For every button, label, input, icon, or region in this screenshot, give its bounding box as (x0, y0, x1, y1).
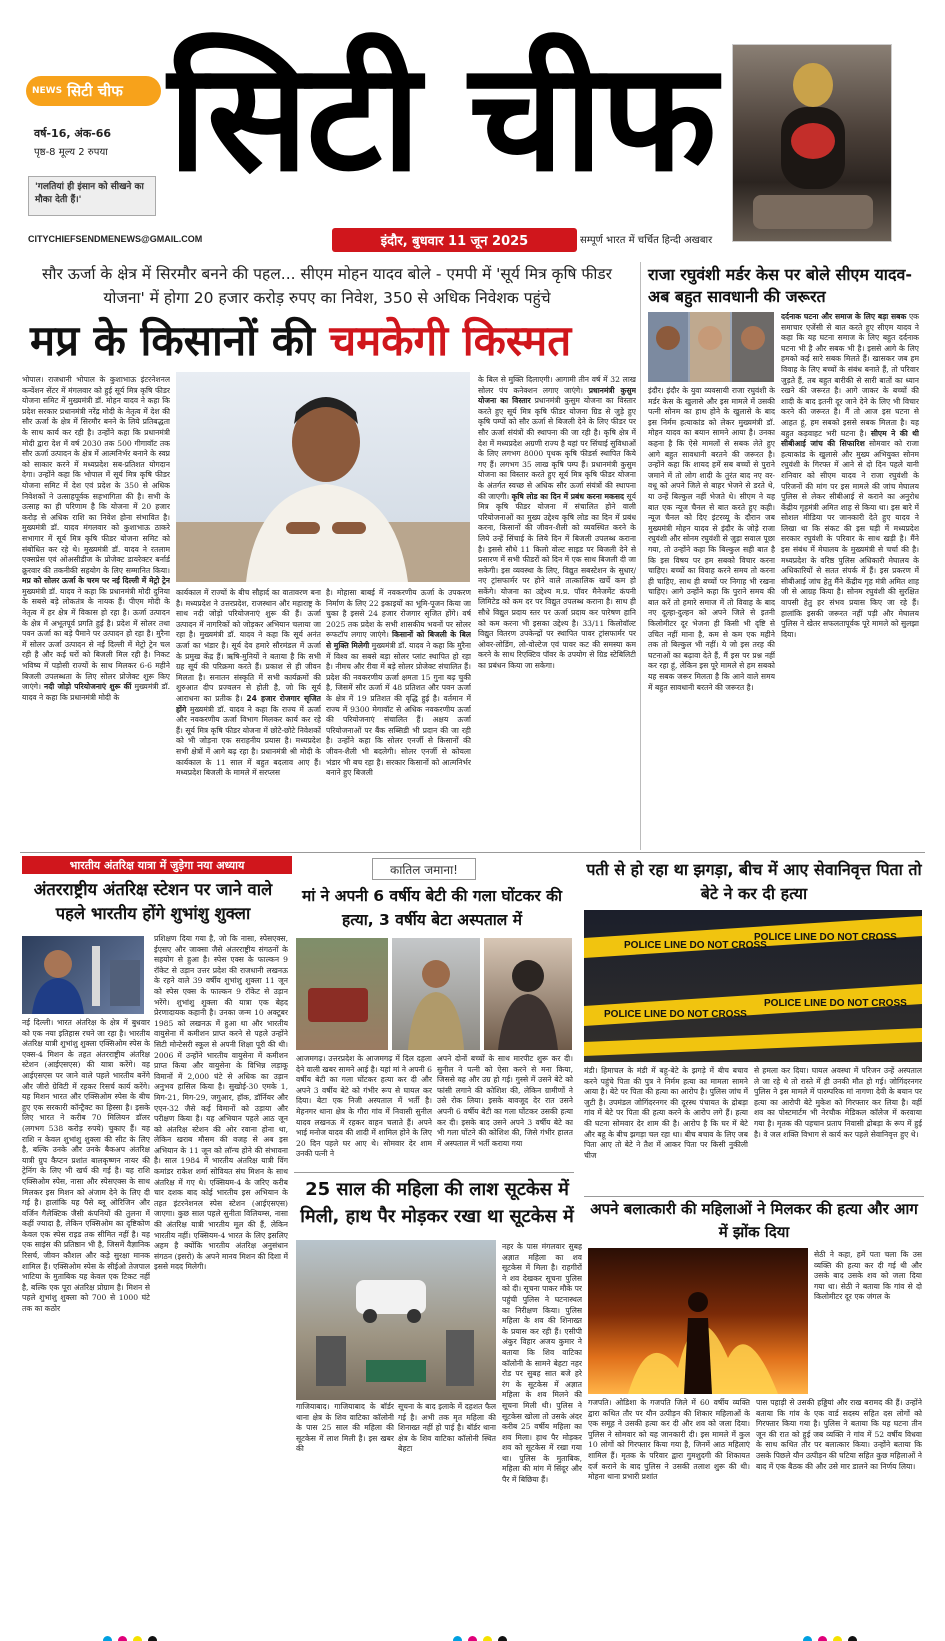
center-photo-2 (392, 938, 480, 1050)
tagline: सम्पूर्ण भारत में चर्चित हिन्दी अखबार (580, 235, 713, 246)
lead-headline-red: चमकेगी किस्मत (329, 316, 572, 365)
dispute-column-1 (584, 1066, 748, 1192)
issue-date: इंदौर, बुधवार 11 जून 2025 (380, 234, 529, 249)
fire-photo (588, 1248, 808, 1394)
newspaper-title: सिटी चीफ (168, 31, 715, 205)
center-headline: मां ने अपनी 6 वर्षीय बेटी की गला घोंटकर की हत्या, 3 वर्षीय बेटा अस्पताल में (301, 887, 563, 929)
lead-col1-subhead2: नदी जोड़ो परियोजनाएं शुरू कीं (43, 682, 132, 692)
date-bar (332, 228, 577, 252)
lead-col2-subhead: 24 हजार रोजगार सृजित होंगे (176, 693, 321, 714)
lead-col2b-text: मुख्यमंत्री डॉ. यादव ने कहा कि राज्य में ऊर्जा और नवकरणीय ऊर्जा विभाग मिलकर कार्य कर रहे हैं। सूर्य मित्र कृषि फीडर योजना में छोटे-छोटे निवेशकों को भी जोड़ना एक सराहनीय प्रयास है। मध्यप्रदेश सभी क्षेत्रों में आगे बढ़ रहा है। प्रधानमंत्री श्री मोदी के कार्यकाल के 11 साल में बहुत बदलाव आए हैं। मध्यप्रदेश बिजली के मामले में सरप्लस (176, 704, 321, 778)
suitcase-headline: 25 साल की महिला की लाश सूटकेस में मिली, हाथ पैर मोड़कर रखा था सूटकेस में (300, 1179, 574, 1227)
dispute-headline: पती से हो रहा था झगड़ा, बीच में आए सेवानिवृत्त पिता तो बेटे ने कर दी हत्या (586, 860, 922, 903)
space-col2-text: प्रशिक्षण दिया गया है, जो कि नासा, स्पेसएक्स, ईएसए और जाक्सा जैसे अंतरराष्ट्रीय संगठनों के सहयोग से हुआ है। स्पेस एक्स के फाल्कन 9 रॉकेट से उड़ान उत्तर प्रदेश की राजधानी लखनऊ के रहने वाले 39 वर्षीय शुभांशु शुक्ला 11 जून को स्पेस एक्स के फाल्कन 9 रॉकेट से उड़ान भरेंगे। शुभांशु शुक्ला की यात्रा एक बेहद प्रेरणादायक कहानी है। उनका जन्म 10 अक्टूबर 1985 को लखनऊ में हुआ था और भारतीय वायुसेना में कमीशन प्राप्त करने से पहले उन्होंने सिटी मोन्टेसरी स्कूल से अपनी शिक्षा पूरी की थी। 2006 में उन्होंने भारतीय वायुसेना में कमीशन प्राप्त किया और वायुसेना के विभिन्न लड़ाकू विमानों में 2,000 घंटे से अधिक का उड़ान अनुभव हासिल किया है। सुखोई-30 एमके 1, मिग-21, मिग-29, जगुआर, हॉक, डॉर्नियर और एएन-32 जैसे कई विमानों को उड़ाया और परीक्षण किया है। यह अभियान पहले आठ जून को अंतरिक्ष स्टेशन की ओर रवाना होना था, लेकिन खराब मौसम की वजह से अब इस अभियान के 11 जून को लॉन्च होने की संभावना है। साल 1984 में भारतीय अंतरिक्ष यात्री विंग कमांडर राकेश शर्मा सोवियत संघ मिशन के साथ अंतरिक्ष में गए थे। एक्सियम-4 के जरिए करीब चार दशक बाद कोई भारतीय इस अभियान के तहत इंटरनेशनल स्पेस स्टेशन (आईएसएस) जाएगा। कुछ साल पहले सुनीता विलियम्स, नासा की अंतरिक्ष यात्री भारतीय मूल की हैं, लेकिन भारतीय नहीं। एक्सियम-4 भारत के लिए इसलिए अहम है क्योंकि भारतीय अंतरिक्ष अनुसंधान संगठन (इसरो) के अपने मानव मिशन की दिशा में इससे मदद मिलेगी। (154, 934, 288, 1272)
dispute-column-2 (754, 1066, 922, 1192)
suitcase-column-3 (502, 1242, 582, 1638)
center-col2-text: अपने दोनों बच्चों के साथ मारपीट शुरू कर दी। सुनील ने पत्नी को ऐसा करने से मना किया, जिससे वह और उग्र हो गई। गुस्से में उसने बेटे को फांसी लगाने की कोशिश की, लेकिन ग्रामीणों ने उसे रोक लिया। इसके बावजूद देर रात उसने अपनी 6 वर्षीय बेटी का गला घोंटकर उसकी हत्या कर दी। इसके बाद उसने अपने 3 वर्षीय बेटे का भी गला घोंटने की कोशिश की, जिसे गंभीर हालत में अस्पताल में भर्ती कराया गया (437, 1054, 573, 1148)
lead-col1c-text: मुख्यमंत्री डॉ. यादव ने कहा कि प्रधानमंत्री मोदी के (22, 682, 170, 702)
police-tape-text-4: POLICE LINE DO NOT CROSS (764, 998, 907, 1009)
right-column-1 (648, 386, 775, 846)
dispute-photo-police-tape (584, 910, 922, 1062)
suitcase-col1-text: गाजियाबाद। गाजियाबाद के बॉर्डर थाना क्षेत्र के शिव वाटिका कॉलोनी के पास 25 साल की महिला की सूटकेस में लाश मिली है। इस खबर की (296, 1402, 394, 1454)
center-kicker-box (372, 858, 476, 880)
email-address[interactable]: CITYCHIEFSENDMENEWS@GMAIL.COM (28, 234, 203, 244)
right-column-2 (781, 312, 919, 846)
space-headline: अंतरराष्ट्रीय अंतरिक्ष स्टेशन पर जाने वाले पहले भारतीय होंगे शुभांशु शुक्ला (33, 880, 273, 923)
divider-right (584, 1196, 924, 1197)
divider-center (294, 1172, 574, 1173)
right-col1-text: इंदौर। इंदौर के युवा व्यवसायी राजा रघुवंशी के मर्डर केस के खुलासे और इस मामले में उसकी पत्नी सोनम का हाथ होने के खुलासे के बाद इस निर्मम हत्याकांड को लेकर मुख्यमंत्री डॉ. मोहन यादव का बयान सामने आया है। उनका कहना है कि ऐसे मामलों से सबक लेते हुए आगे बहुत सावधानी बरतने की जरूरत है। उन्होंने कहा कि शायद हमें सब बच्चों से पुराने जमाने में तो लोग शादी के तुरंत बाद नए वर-वधू को अपने जिले से बाहर भेजने से डरते थे, या उन्हें बिल्कुल नहीं भेजते थे। सीएम ने यह बात एक न्यूज चैनल से बात करते हुए कही। न्यूज चैनल को दिए इंटरव्यू के दौरान जब मुख्यमंत्री मोहन यादव से इंदौर के जोड़े राजा रघुवंशी और सोनम रघुवंशी से जुड़ा सवाल पूछा गया, तो उन्होंने कहा कि बिल्कुल सही बात है कि इस विषय पर हम सबको विचार करना चाहिए। बच्चों का विवाह करने समय तो करना ही चाहिए, साथ ही बच्चों पर निगाह भी रखना चाहिए। आगे उन्होंने कहा कि पुराने समय की बात करें तो हमारे समाज में तो विवाह के बाद नए दूल्हा-दुल्हन को अपने जिले से इतनी किलोमीटर दूर भेजना ही किसी भी दृष्टि से उचित नहीं माना है, कम से कम एक महीने तक तो बिल्कुल भी नहीं। ये जो इस तरह की घटनाओं का बढ़ावा देते हैं, मैं इस पर प्रश्न नहीं कर रहा हूं, लेकिन इस पूरे मामले से हम सबको यह सबक जरूर मिलता है कि आने वाले समय में बहुत सावधानी बरतने की जरूरत है। (648, 386, 775, 692)
lead-column-4 (478, 375, 636, 843)
lead-headline-black: मप्र के किसानों की (30, 316, 315, 365)
lead-col4-subhead2: कृषि लोड का दिन में प्रबंध करना मकसद (511, 491, 625, 501)
lead-col1-subhead: मप्र को सोलर ऊर्जा के चरम पर नई दिल्ली में मेट्रो ट्रेन (22, 576, 170, 586)
right-col2-subhead2: सीएम ने की थी सीबीआई जांच की सिफारिश (781, 428, 919, 449)
divider-mid (20, 852, 925, 853)
police-tape-text-1: POLICE LINE DO NOT CROSS (624, 940, 767, 951)
lead-column-3 (326, 588, 471, 843)
right-col2-text: एक समाचार एजेंसी से बात करते हुए सीएम यादव ने कहा कि यह घटना समाज के लिए बहुत दर्दनाक घटना भी है और सबक भी है। इससे आगे के लिए हमको कई सारे सबक मिलते हैं। खासकर जब हम विवाह के लिए बच्चों के संबंध बनाते हैं, तो परिवार जुड़ते हैं, तब बहुत बारीकी से सारी बातों का ध्यान रखने की जरूरत है। आगे जाकर के बच्चों की शादी के बाद इतनी दूर जाने देने के लिए भी विचार करने की जरूरत है। मैं तो आज इस घटना से आहत हूं, हम सबको इससे सबक मिलता है। यह बहुत कड़वाहट भरी घटना है। (781, 312, 919, 438)
center-kicker: कातिल जमाना! (390, 862, 458, 877)
news-badge (26, 76, 161, 106)
center-photo-1 (296, 938, 388, 1050)
masthead (20, 18, 925, 256)
fire-column-1 (588, 1398, 750, 1638)
dispute-col1-text: मंडी। हिमाचल के मंडी में बहू-बेटे के झगड़े में बीच बचाव करने पहुंचे पिता की पुत्र ने निर्मम हत्या का मामला सामने आया है। बेटे पर पिता की हत्या का आरोप है। पुलिस जांच में जुटी है। उपमंडल जोगिंदरनगर की दूरस्थ पंचायत के द्रोबड़ा गांव में बेटे पर पिता की हत्या करने के आरोप लगे हैं। हत्या की घटना सोमवार देर शाम की है। आरोप है कि घर में बेटे और बहू के बीच झगड़ा चल रहा था। बीच बचाव के लिए जब पिता आए तो बेटे ने तैश में आकर पिता पर किसी नुकीली चीज (584, 1066, 748, 1160)
center-column-1 (296, 1054, 432, 1166)
reg-dots-right (800, 1630, 860, 1641)
lead-col1b-text: मुख्यमंत्री डॉ. यादव ने कहा कि प्रधानमंत्री मोदी दुनिया के सबसे बड़े लोकतंत्र के नायक हैं। पीएम मोदी के नेतृत्व में हर क्षेत्र में विकास हो रहा है। ऊर्जा उत्पादन के क्षेत्र में अभूतपूर्व प्रगति हुई है। प्रदेश में सोलर तथा पवन ऊर्जा का बड़े पैमाने पर उत्पादन हो रहा है। मुरैना में सोलर ऊर्जा उत्पादन से नई दिल्ली में मेट्रो ट्रेन चल रही है और कई घरों को बिजली मिल रही है। निकट भविष्य में पड़ोसी राज्यों के साथ मिलकर 6-6 महीने बिजली उपलब्धता के लिए सोलर प्रोजेक्ट शुरू किए जाएंगे। (22, 586, 170, 692)
lead-col4c-text: सूर्य मित्र कृषि फीडर योजना में संचालित होने वाली परियोजनाओं का मुख्य उद्देश्य कृषि लोड का दिन में प्रबंध करना, किसानों की जीवन-शैली को व्यवस्थित करने के लिये उन्हें सिंचाई के लिये दिन में बिजली उपलब्ध कराना है। इससे सौधे 11 किलो वोल्ट साइड पर बिजली देने से प्रसारण में सभी फीडरों को दिन में एक साथ बिजली दी जा सकेगी। इस व्यवस्था के लिए, विद्युत सबस्टेशन के सुधार/नए ट्रांसफार्मर पर होने वाले तात्कालिक खर्चे कम हो सकेंगे। योजना का उद्देश्य म.प्र. पॉवर मैनेजमेंट कंपनी लिमिटेड को कम दर पर विद्युत उपलब्ध कराना है। साथ ही सौधे विद्युत प्रदाय स्तर पर ऊर्जा प्रदाय कर पारेषण हानि को कम करना भी इसका उद्देश्य है। 33/11 किलोवॉल्ट विद्युत वितरण उपकेन्द्रों पर स्थापित पावर ट्रांसफार्मर पर ओवर-लोडिंग, लो-वोल्टेज एवं पावर कट की समस्या कम करने के साथ रिएक्टिव पॉवर के उपयोग से ग्रिड स्टेबिलिटी का प्रबंधन किया जा सकेगा। (478, 491, 636, 671)
fire-column-2 (756, 1398, 922, 1638)
police-tape-text-2: POLICE LINE DO NOT CROSS (754, 932, 897, 943)
right-col2-subhead: दर्दनाक घटना और समाज के लिए बड़ा सबक (781, 312, 907, 321)
dispute-col2-text: से हमला कर दिया। घायल अवस्था में परिजन उन्हें अस्पताल ले जा रहे थे तो रास्ते में ही उनकी मौत हो गई। जोगिंदरनगर पुलिस ने इस मामले में पारम्परिक मां नागणा देवी के बयान पर हत्या का आरोपी बेटे मुकेश को गिरफ्तार कर लिया है। वहीं शव का पोस्टमार्टम भी नेरचौक मेडिकल कॉलेज में करवाया गया है। मृतक की पहचान प्रताप निवासी द्रोबड़ा के रूप में हुई है। वे जल शक्ति विभाग से कार्य कर पहले सेवानिवृत्त हुए थे। (754, 1066, 922, 1139)
right-col2b-text: सोमवार को राजा हत्याकांड के खुलासे और मुख्य अभियुक्त सोनम रघुवंशी के गिरफ्त में आने से दो दिन पहले यानी शनिवार को सीएम यादव ने राजा रघुवंशी के परिजनों की मांग पर इस मामले की जांच मेघालय पुलिस से लेकर सीबीआई से कराने का अनुरोध केंद्रीय गृहमंत्री अमित शाह से किया था। इस बारे में सोशल मीडिया पर जानकारी देते हुए यादव ने लिखा था कि संकट की इस घड़ी में मध्यप्रदेश सरकार रघुवंशी के परिवार के साथ खड़ी है। मैंने इस संबंध में मेघालय के मुख्यमंत्री से चर्चा की है। मध्यप्रदेश के वरिष्ठ पुलिस अधिकारी मेघालय के अधिकारियों से सतत संपर्क में हैं। इस प्रकरण में सीबीआई जांच हेतु मैंने केंद्रीय गृह मंत्री अमित शाह जी से आग्रह किया है। सोनम रघुवंशी की सुरक्षित वापसी हेतु हर संभव प्रयास किए जा रहे हैं। हालांकि इसकी जरूरत नहीं पड़ी और मेघालय पुलिस ने खेतर सफलतापूर्वक पूरे मामले को सुलझा दिया। (781, 439, 919, 639)
suitcase-column-1 (296, 1402, 394, 1638)
print-registration-marks (100, 1630, 860, 1641)
lead-col4-subhead: प्रधानमंत्री कुसुम योजना का विस्तार (478, 385, 636, 406)
quote-box: 'गलतियां ही इंसान को सीखने का मौका देती हैं।' (28, 176, 156, 216)
space-kicker-bar (22, 856, 292, 874)
fire-col2-text: पास पहाड़ी से उसकी हड्डियां और राख बरामद की हैं। उन्होंने बताया कि गांव के एक वार्ड सदस्य सहित दस लोगों को गिरफ्तार किया गया है। पुलिस ने बताया कि यह घटना तीन जून की रात को हुई जब व्यक्ति ने गांव में 52 वर्षीय विधवा के साथ कथित तौर पर बलात्कार किया। उन्होंने बताया कि उसके पिछले यौन उत्पीड़न की घटिया सहित कुछ महिलाओं ने बाद में एक बैठक की और उसे मार डालने का निर्णय लिया। (756, 1398, 922, 1471)
fire-side-column (814, 1250, 922, 1394)
lead-photo-cm (176, 372, 470, 582)
lead-col3-text: है। मोहासा बाबई में नवकरणीय ऊर्जा के उपकरण निर्माण के लिए 22 इकाइयों का भूमि-पूजन किया जा चुका है इससे 24 हजार रोजगार सृजित होंगे। वर्ष 2025 तक प्रदेश के सभी शासकीय भवनों पर सोलर रूफटॉप लगाए जाएंगे। (326, 588, 471, 640)
volume-info: वर्ष-16, अंक-66 (34, 127, 112, 140)
lead-col4-text: के बिल से मुक्ति दिलाएगी। आगामी तीन वर्ष में 32 लाख सोलर पंप कनेक्शन लगाए जाएंगे। (478, 375, 636, 395)
masthead-deity-photo (732, 44, 892, 242)
suitcase-col2-text: सूचना के बाद इलाके में दहशत फैल गई है। अभी तक मृत महिला की शिनाख्त नहीं हो पाई है। बॉर्डर थाना क्षेत्र के शिव वाटिका कॉलोनी स्थित बेहटा (398, 1402, 496, 1454)
fire-col1-text: गजपति। ओडिशा के गजपति जिले में 60 वर्षीय व्यक्ति द्वारा कथित तौर पर यौन उत्पीड़न की शिकार महिलाओं के एक समूह ने उसकी हत्या कर दी और शव को जला दिया। पुलिस ने सोमवार को यह जानकारी दी। इस मामले में कुल 10 लोगों को गिरफ्तार किया गया है, जिनमें आठ महिलाएं शामिल हैं। मृतक के परिवार द्वारा गुमशुदगी की शिकायत दर्ज कराने के बाद पुलिस ने उसकी तलाश शुरू की थी। मोहना थाना प्रभारी प्रशांत (588, 1398, 750, 1482)
fire-headline: अपने बलात्कारी की महिलाओं ने मिलकर की हत्या और आग में झोंक दिया (590, 1200, 918, 1241)
page-price: पृष्ठ-8 मूल्य 2 रुपया (34, 147, 108, 158)
lead-col4b-text: प्रधानमंत्री कुसुम योजना का विस्तार करते हुए सूर्य मित्र कृषि फीडर योजना ग्रिड से जुड़े हुए कृषि पम्पों को सौर ऊर्जा से बिजली देने के लिए फीडर पर सौर ऊर्जा संयंत्रों की स्थापना की जा रही है। कृषि क्षेत्र में देश में मध्यप्रदेश अग्रणी राज्य है यहां पर सिंचाई सुविधाओं के लिए लगभग 8000 पृथक कृषि फीडर्स स्थापित किये गए हैं। लगभग 35 लाख कृषि पम्प हैं। प्रधानमंत्री कुसुम योजना का विस्तार करते हुए सूर्य मित्र कृषि फीडर योजना के अंतर्गत स्वच्छ से अधिक सौर ऊर्जा संयंत्रों की स्थापना की जाएगी। (478, 396, 636, 501)
lead-headline (30, 314, 640, 368)
space-column-2 (154, 934, 288, 1638)
lead-col2-text: कार्यकाल में राज्यों के बीच सौहार्द का वातावरण बना है। मध्यप्रदेश ने उत्तरप्रदेश, राजस्थान और महाराष्ट्र के साथ नदी जोड़ो परियोजनाएं शुरू की हैं। ऊर्जा उत्पादन में नागरिकों को जोड़कर अभियान चलाया जा रहा है। मुख्यमंत्री डॉ. यादव ने कहा कि सूर्य अनंत ऊर्जा का भंडार है। सूर्य देव हमारे सौरमंडल में ऊर्जा के प्रमुख केंद्र हैं। ऋषि-मुनियों ने बताया है कि सभी ग्रह सूर्य की परिक्रमा करते हैं। प्रकाश से ही जीवन मिलता है। सनातन संस्कृति में सभी कार्यक्रमों की शुरुआत दीप प्रज्वलन से होती है, जो कि सूर्य आराधना का प्रतीक है। (176, 588, 321, 703)
lead-column-2 (176, 588, 321, 843)
reg-dots-left (100, 1630, 160, 1641)
right-headline: राजा रघुवंशी मर्डर केस पर बोले सीएम यादव- अब बहुत सावधानी की जरूरत (648, 265, 912, 306)
badge-news-logo: NEWS (32, 86, 63, 96)
space-photo-astronaut (22, 936, 144, 1014)
suitcase-column-2 (398, 1402, 496, 1638)
suitcase-photo (296, 1240, 496, 1400)
space-column-1 (22, 1018, 150, 1638)
center-photo-3 (484, 938, 572, 1050)
lead-strap: सौर ऊर्जा के क्षेत्र में सिरमौर बनने की पहल... सीएम मोहन यादव बोले - एमपी में 'सूर्य मित्र कृषि फीडर योजना' में होगा 20 हजार करोड़ रुपए का निवेश, 350 से अधिक निवेशक पहुंचे (42, 265, 612, 307)
lead-col3b-text: मुख्यमंत्री डॉ. यादव ने कहा कि मुरैना में विश्व का सबसे बड़ा सोलर प्लांट स्थापित हो रहा है। नीमच और रीवा में बड़े सोलर प्रोजेक्ट संचालित हैं। प्रदेश की नवकरणीय ऊर्जा क्षमता 15 गुना बढ़ चुकी है, जिसमें सौर ऊर्जा में 48 प्रतिशत और पवन ऊर्जा के क्षेत्र में 19 प्रतिशत की वृद्धि हुई है। वर्तमान में राज्य में 9300 मेगावॉट से अधिक नवकरणीय ऊर्जा की परियोजनाएं संचालित हैं। अक्षय ऊर्जा परियोजनाओं पर बैंक सब्सिडी भी प्रदान की जा रही है। उन्होंने कहा कि सोलर एनर्जी से किसानों की जीवन-शैली भी बदलेगी। सोलर एनर्जी से कोयला भंडार भी बच रहा है। सरकार किसानों को आत्मनिर्भर बनाने हुए बिजली (326, 640, 471, 778)
badge-name: सिटी चीफ (67, 82, 123, 100)
lead-col1-text: भोपाल। राजधानी भोपाल के कुशाभाऊ इंटरनेशनल कन्वेंशन सेंटर में मंगलवार को हुई सूर्य मित्र कृषि फीडर योजना समिट में मुख्यमंत्री डॉ. मोहन यादव ने कहा कि प्रदेश सरकार प्रधानमंत्री नरेंद्र मोदी के नेतृत्व में देश की सौर ऊर्जा के क्षेत्र में सिरमौर बनने के लिये प्रतिबद्धता के साथ कार्य कर रही है। उन्होंने कहा कि प्रधानमंत्री मोदी द्वारा देश में वर्ष 2030 तक 500 गीगावॉट तक सौर ऊर्जा उत्पादन के क्षेत्र में आत्मनिर्भर बनाने के स्वप्न को साकार करने में मध्यप्रदेश सब-प्रतिशत योगदान देगा। उन्होंने कहा कि भोपाल में सूर्य मित्र कृषि फीडर योजना समिट में देश एवं प्रदेश के 350 से अधिक निवेशकों ने उत्साहपूर्वक सहभागिता की है। सभी के उत्साह का ही परिणाम है कि योजना में 20 हजार करोड़ से अधिक राशि का निवेश होना संभावित है। मुख्यमंत्री डॉ. यादव मंगलवार को कुशाभाऊ ठाकरे सभागार में सूर्य मित्र कृषि फीडर योजना समिट को संबोधित कर रहे थे। मुख्यमंत्री डॉ. यादव ने रतलाम एक्सप्रेस एवं ओअसीडीज के प्रोजेक्ट डायरेक्टर बर्नार्ड क्रूरवार की तकनीकी सहयोग के लिए सम्मानित किया। (22, 375, 170, 575)
fire-side-text: सेठी ने कहा, हमें पता चला कि उस व्यक्ति की हत्या कर दी गई थी और उसके बाद उसके शव को जला दिया गया था। सेठी ने बताया कि गांव से दो किलोमीटर दूर एक जंगल के (814, 1250, 922, 1302)
space-col1-text: नई दिल्ली। भारत अंतरिक्ष के क्षेत्र में बुधवार को एक नया इतिहास रचने जा रहा है। भारतीय अंतरिक्ष यात्री शुभांशु शुक्ला एक्सिओम स्पेस के एक्स-4 मिशन के तहत अंतरराष्ट्रीय अंतरिक्ष स्टेशन (आईएसएस) की यात्रा करेंगे। वह आईएसएस पर जाने वाले पहले भारतीय बनेंगे और जीरो ग्रेविटी में रहकर रिसर्च कार्य करेंगे। यह मिशन भारत और एक्सिओम स्पेस के बीच हुए एक सरकारी कॉन्ट्रैक्ट का हिस्सा है। इसके लिए भारत ने करीब 70 मिलियन डॉलर (लगभग 538 करोड़ रुपये) चुकाए हैं। यह राशि न केवल शुभांशु शुक्ला की सीट के लिए है, बल्कि उनके और उनके बैकअप अंतरिक्ष यात्री ग्रुप कैप्टन प्रशांत बालकृष्णन नायर की ट्रेनिंग के लिए भी खर्च की गई है। यह राशि एक्सिओम स्पेस, नासा और स्पेसएक्स के साथ मिलकर इस मिशन को अंजाम देने के लिए दी गई है। हालांकि यह पैसे ब्लू ओरिजिन और वर्जिन गैलेक्टिक जैसी कंपनियों की तुलना में कहीं ज्यादा है, लेकिन एक्सिओम का दृष्टिकोण केवल एक स्पेस राइड तक सीमित नहीं है। यह एक साइंस की प्रतिष्ठान भी है, जिसमें वैज्ञानिक रिसर्च, जीवन कौशल और कड़े सुरक्षा मानक शामिल हैं। एक्सिओम स्पेस के सीईओ तेजपाल भाटिया के मुताबिक यह केवल एक टिकट नहीं है, बल्कि एक पूरा अंतरिक्ष प्रोग्राम है। मिशन से पहले शुभांशु शुक्ला को 700 से 1000 घंटे तक का कठोर (22, 1018, 150, 1314)
center-column-2 (437, 1054, 573, 1166)
center-col1-text: आजमगढ़। उत्तरप्रदेश के आजमगढ़ में दिल दहला देने वाली खबर सामने आई है। यहां मां ने अपनी 6 वर्षीय बेटी का गला घोंटकर हत्या कर दी और अपने 3 वर्षीय बेटे को गंभीर रूप से घायल कर दिया। बेटा एक निजी अस्पताल में भर्ती है। मेहनगर थाना क्षेत्र के गौरा गांव में निवासी सुनील यादव लखनऊ में रहकर वाहन चलाते हैं। अपने भाई मनोज यादव की शादी में शामिल होने के लिए 20 दिन पहले घर आए थे। सोमवार देर शाम उनकी पत्नी ने (296, 1054, 432, 1159)
right-photo-collage (648, 312, 774, 382)
police-tape-text-3: POLICE LINE DO NOT CROSS (604, 1009, 747, 1020)
space-kicker: भारतीय अंतरिक्ष यात्रा में जुड़ेगा नया अध्याय (69, 858, 245, 872)
reg-dots-mid (450, 1630, 510, 1641)
lead-col3-subhead: किसानों को बिजली के बिल से मुक्ति मिलेगी (326, 630, 471, 650)
suitcase-col3-text: नहर के पास मंगलवार सुबह अज्ञात महिला का शव सूटकेस में मिला है। राहगीरों ने शव देखकर सूचना पुलिस को दी। सूचना पाकर मौके पर पहुंची पुलिस ने घटनास्थल का निरीक्षण किया। पुलिस महिला के शव की शिनाख्त के प्रयास कर रही हैं। एसीपी अंकुर विहार अजय कुमार ने बताया कि शिव वाटिका कॉलोनी के सामने बेहटा नहर रोड पर सुबह सात बजे हरे रंग के सूटकेस में अज्ञात महिला के शव मिलने की सूचना मिली थी। पुलिस ने सूटकेस खोला तो उसके अंदर करीब 25 वर्षीय महिला का शव मिला। हाथ पैर मोड़कर शव को सूटकेस में रखा गया था। पुलिस के मुताबिक, महिला की मांग में सिंदूर और पैर में बिछिया हैं। (502, 1242, 582, 1485)
lead-column-1 (22, 375, 170, 843)
